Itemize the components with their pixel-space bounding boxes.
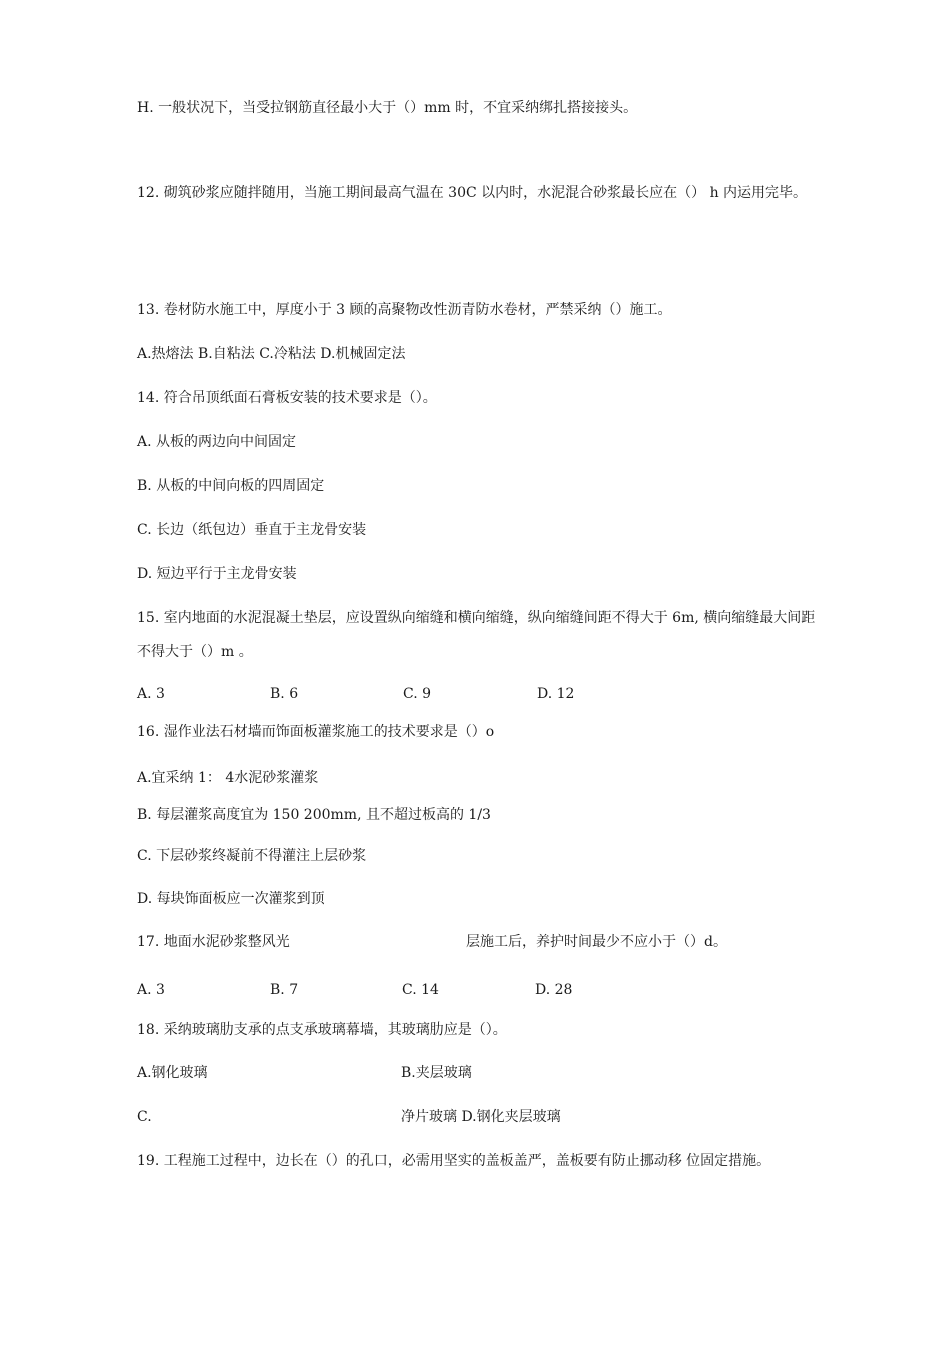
question-16-option-b: B. 每层灌浆高度宜为 150 200mm, 且不超过板高的 1/3 bbox=[137, 807, 491, 823]
question-11: H. 一般状况下，当受拉钢筋直径最小大于（）mm 时，不宜采纳绑扎搭接接头。 bbox=[137, 100, 638, 116]
question-13: 13. 卷材防水施工中，厚度小于 3 顾的高聚物改性沥青防水卷材，严禁采纳（）施工。 bbox=[137, 302, 672, 318]
question-15-option-c: C. 9 bbox=[403, 686, 432, 702]
question-14-option-c: C. 长边（纸包边）垂直于主龙骨安装 bbox=[137, 522, 367, 538]
question-18-option-c-d: 净片玻璃 D.钢化夹层玻璃 bbox=[401, 1109, 561, 1125]
question-15-option-a: A. 3 bbox=[137, 686, 165, 702]
question-15-option-d: D. 12 bbox=[537, 686, 575, 702]
question-13-options: A.热熔法 B.自粘法 C.冷粘法 D.机械固定法 bbox=[137, 346, 406, 362]
question-16-option-a: A.宜采纳 1： 4水泥砂浆灌浆 bbox=[137, 770, 319, 786]
question-14-option-d: D. 短边平行于主龙骨安装 bbox=[137, 566, 297, 582]
question-14-option-a: A. 从板的两边向中间固定 bbox=[137, 434, 297, 450]
question-16-option-c: C. 下层砂浆终凝前不得灌注上层砂浆 bbox=[137, 848, 367, 864]
question-15: 15. 室内地面的水泥混凝土垫层，应设置纵向缩缝和横向缩缝，纵向缩缝间距不得大于 6m, 横向缩缝最大间距不得大于（）m 。 bbox=[137, 610, 816, 660]
question-18-option-b: B.夹层玻璃 bbox=[401, 1065, 472, 1081]
question-17-right: 层施工后，养护时间最少不应小于（）d。 bbox=[466, 934, 727, 950]
question-18-option-c: C. bbox=[137, 1109, 152, 1125]
question-18-option-a: A.钢化玻璃 bbox=[137, 1065, 208, 1081]
question-12: 12. 砌筑砂浆应随拌随用，当施工期间最高气温在 30C 以内时，水泥混合砂浆最长应在（） h 内运用完毕。 bbox=[137, 185, 808, 201]
question-17-option-b: B. 7 bbox=[270, 982, 299, 998]
question-17-option-c: C. 14 bbox=[402, 982, 439, 998]
question-19: 19. 工程施工过程中，边长在（）的孔口，必需用坚实的盖板盖严，盖板要有防止挪动移 位固定措施。 bbox=[137, 1153, 771, 1169]
question-14: 14. 符合吊顶纸面石膏板安装的技术要求是（）。 bbox=[137, 390, 437, 406]
question-17-option-a: A. 3 bbox=[137, 982, 165, 998]
question-14-option-b: B. 从板的中间向板的四周固定 bbox=[137, 478, 325, 494]
question-17-left: 17. 地面水泥砂浆整风光 bbox=[137, 934, 290, 950]
question-16-option-d: D. 每块饰面板应一次灌浆到顶 bbox=[137, 891, 325, 907]
question-18: 18. 采纳玻璃肋支承的点支承玻璃幕墙，其玻璃肋应是（）。 bbox=[137, 1022, 507, 1038]
question-17-option-d: D. 28 bbox=[535, 982, 573, 998]
question-15-option-b: B. 6 bbox=[270, 686, 299, 702]
question-16: 16. 湿作业法石材墙而饰面板灌浆施工的技术要求是（）o bbox=[137, 724, 495, 740]
